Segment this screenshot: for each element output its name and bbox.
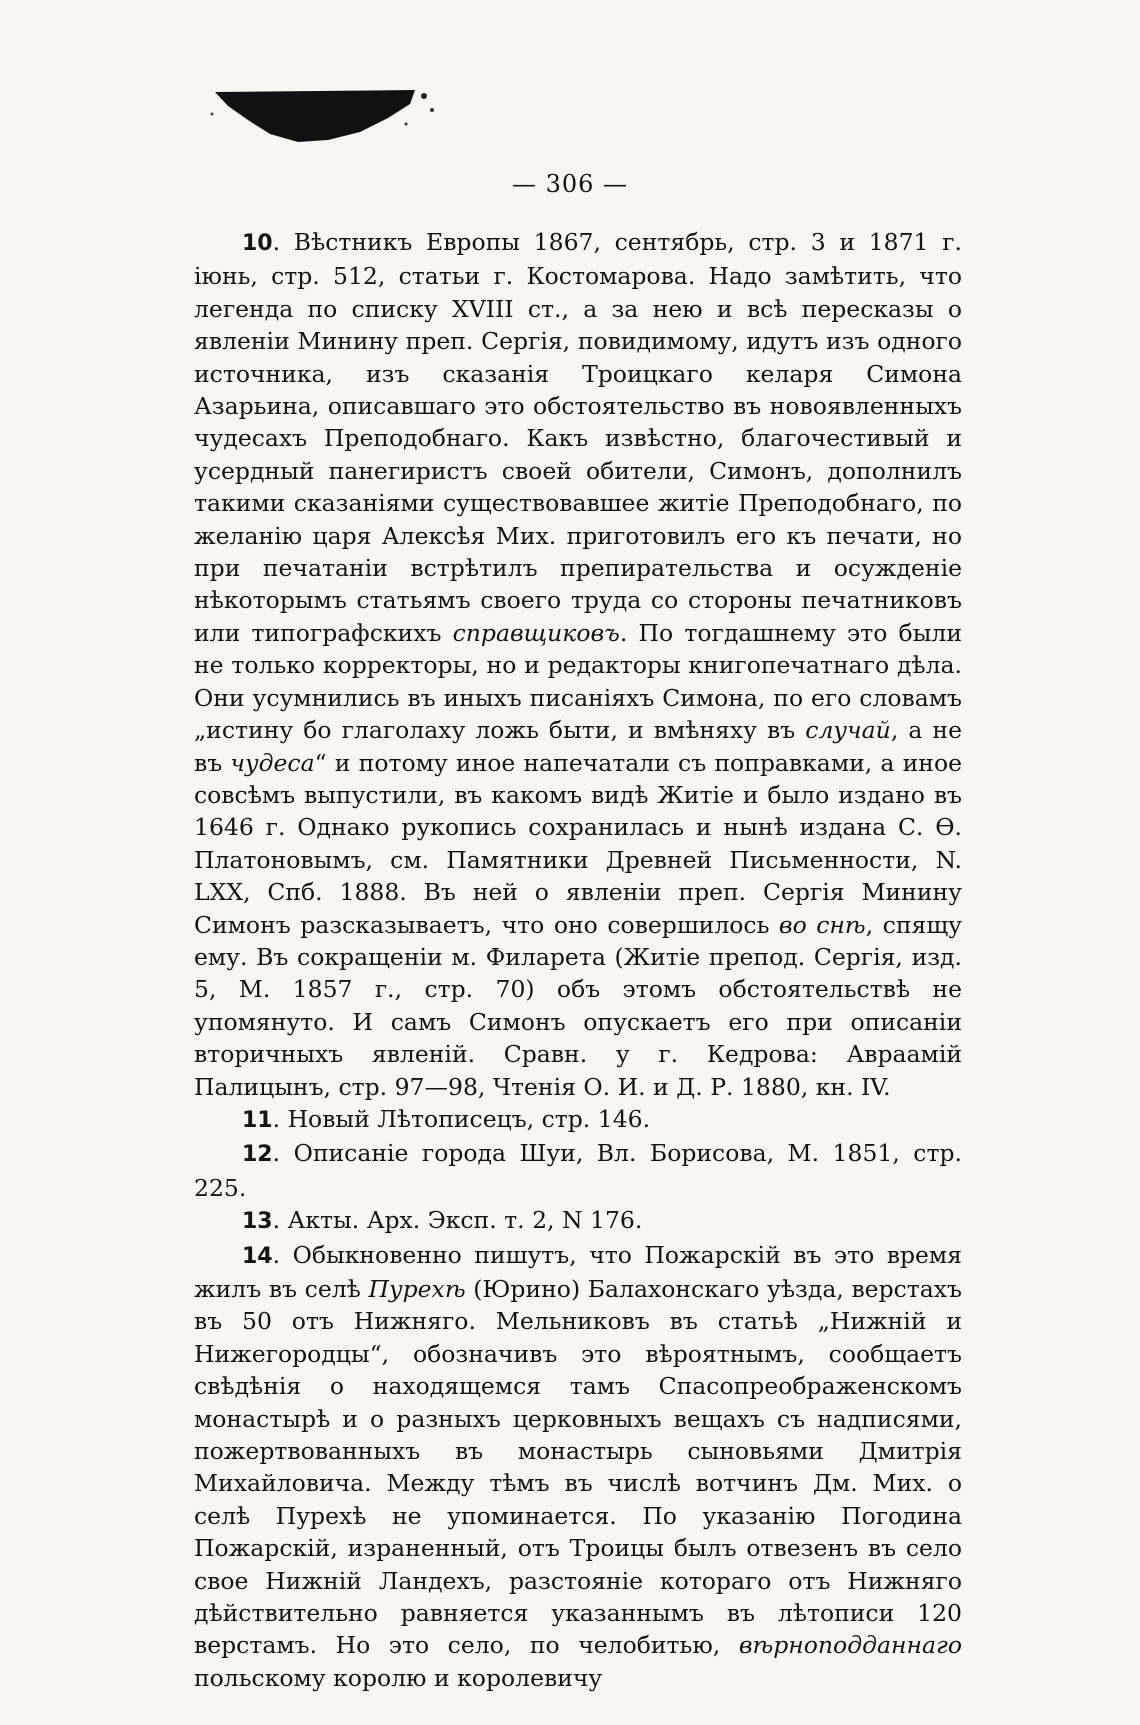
italic-text: справщиковъ	[452, 618, 620, 647]
footnote-number: 14	[242, 1243, 273, 1269]
footnote-text: . Вѣстникъ Европы 1867, сентябрь, стр. 3 и 1871 г. іюнь, стр. 512, статьи г. Костомарова. Надо замѣтить, что легенда по списку XVIII ст., а за нею и всѣ пересказы о явленіи Минину преп. Сергія, повидимому, идутъ изъ одного источника, изъ сказанія Троицкаго келаря Симона Азарьина, описавшаго это обстоятельство въ новоявленныхъ чудесахъ Преподобнаго. Какъ извѣстно, благочестивый и усердный панегиристъ своей обители, Симонъ, дополнилъ такими сказаніями существовавшее житіе Преподобнаго, по желанію царя Алексѣя Мих. приготовилъ его къ печати, но при печатаніи встрѣтилъ препирательства и осужденіе нѣкоторымъ статьямъ своего труда со стороны печатниковъ или типографскихъ	[194, 228, 962, 647]
footnote-10	[194, 226, 962, 1103]
footnote-number: 13	[242, 1209, 273, 1235]
footnote-11	[194, 1103, 962, 1137]
footnote-13	[194, 1204, 962, 1238]
italic-text: во снѣ	[778, 910, 866, 939]
footnotes	[194, 226, 962, 1694]
page-number: — 306 —	[511, 170, 629, 198]
italic-text: вѣрноподданнаго	[738, 1631, 962, 1660]
footnote-number: 12	[242, 1142, 273, 1168]
footnote-14	[194, 1239, 962, 1695]
footnote-text: . Акты. Арх. Эксп. т. 2, N 176.	[272, 1206, 643, 1235]
footnote-number: 11	[242, 1107, 273, 1133]
footnote-text: . Описаніе города Шуи, Вл. Борисова, М. 1851, стр. 225.	[194, 1139, 962, 1202]
footnote-text: “ и потому иное напечатали съ поправками, а иное совсѣмъ выпустили, въ какомъ видѣ Житіе и было издано въ 1646 г. Однако рукопись сохранилась и нынѣ издана С. Ѳ. Платоновымъ, см. Памятники Древней Письменности, N. LXX, Спб. 1888. Въ ней о явленіи преп. Сергія Минину Симонъ разсказываетъ, что оно совершилось	[194, 748, 962, 939]
footnote-text: (Юрино) Балахонскаго уѣзда, верстахъ въ 50 отъ Нижняго. Мельниковъ въ статьѣ „Нижній и Нижегородцы“, обозначивъ это вѣроятнымъ, сообщаетъ свѣдѣнія о находящемся тамъ Спасопреображенскомъ монастырѣ и о разныхъ церковныхъ вещахъ съ надписями, пожертвованныхъ въ монастырь сыновьями Дмитрія Михайловича. Между тѣмъ въ числѣ вотчинъ Дм. Мих. о селѣ Пурехѣ не упоминается. По указанію Погодина Пожарскій, израненный, отъ Троицы былъ отвезенъ въ село свое Нижній Ландехъ, разстояніе котораго отъ Нижняго дѣйствительно равняется указаннымъ въ лѣтописи 120 верстамъ. Но это село, по челобитью,	[194, 1275, 963, 1660]
footnote-text: . Обыкновенно пишутъ, что Пожарскій въ это время жилъ въ селѣ	[194, 1240, 962, 1303]
footnote-12	[194, 1137, 962, 1204]
ink-blot-mark	[210, 88, 460, 148]
footnote-text: польскому королю и королевичу	[194, 1663, 603, 1692]
footnote-number: 10	[242, 231, 273, 256]
footnote-text: , а не въ	[194, 716, 962, 777]
footnote-text: . Новый Лѣтописецъ, стр. 146.	[272, 1104, 651, 1133]
italic-text: Пурехѣ	[368, 1275, 466, 1303]
italic-text: случай	[805, 716, 891, 745]
italic-text: чудеса	[230, 748, 315, 777]
footnote-text: , спящу ему. Въ сокращеніи м. Филарета (Житіе препод. Сергія, изд. 5, М. 1857 г., стр. 70) объ этомъ обстоятельствѣ не упомянуто. И самъ Симонъ опускаетъ его при описаніи вторичныхъ явленій. Сравн. у г. Кедрова: Авраамій Палицынъ, стр. 97—98, Чтенія О. И. и Д. Р. 1880, кн. IV.	[194, 910, 962, 1101]
footnote-text: . По тогдашнему это были не только корректоры, но и редакторы книгопечатнаго дѣла. Они усумнились въ иныхъ писаніяхъ Симона, по его словамъ „истину бо глаголаху ложь быти, и вмѣняху въ	[194, 618, 962, 745]
